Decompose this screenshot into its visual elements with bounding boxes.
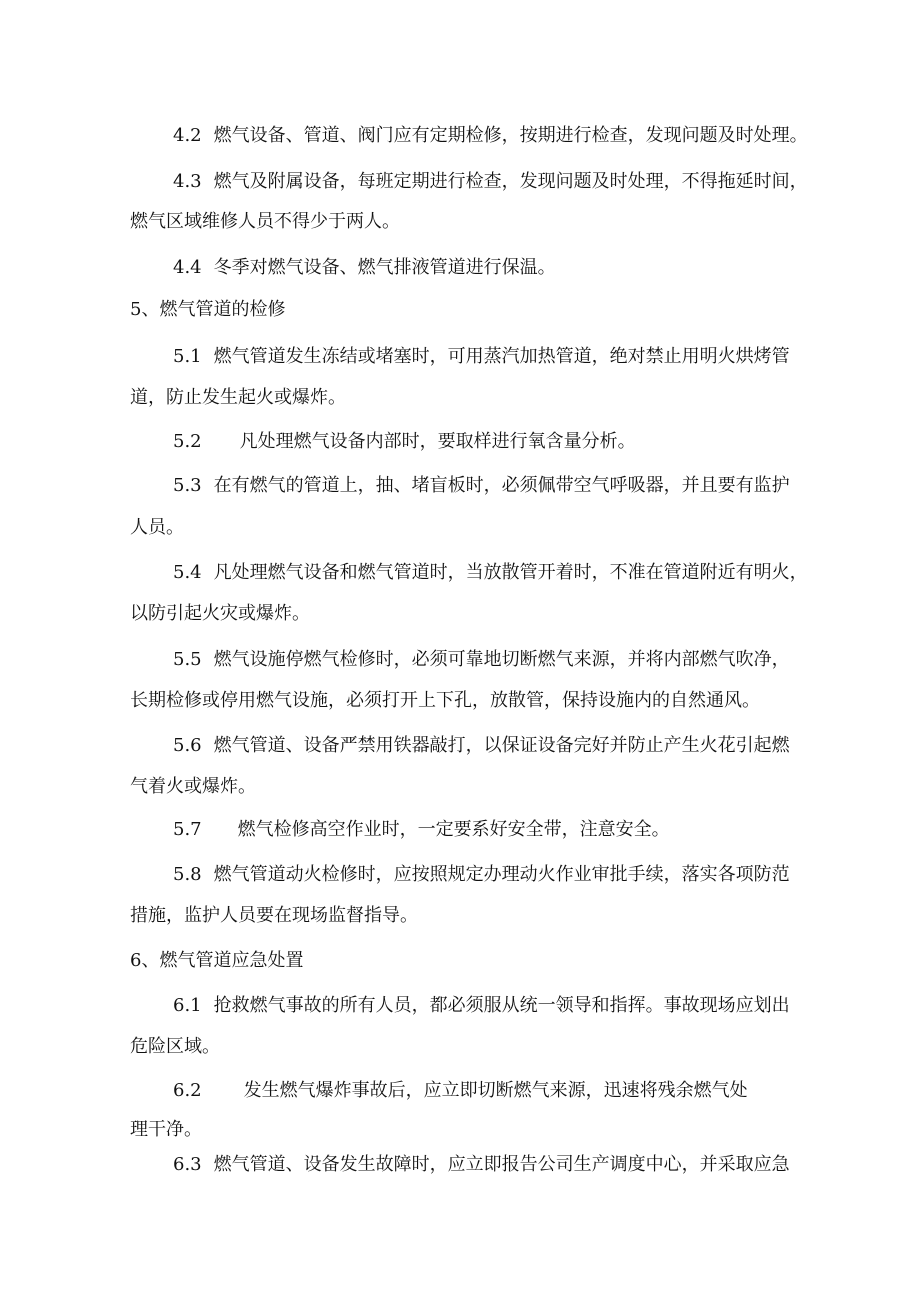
- item-text: 凡处理燃气设备和燃气管道时，当放散管开着时，不准在管道附近有明火，: [213, 562, 808, 583]
- paragraph-4-3: [173, 170, 808, 194]
- paragraph-4-3-continued: 燃气区域维修人员不得少于两人。: [130, 211, 400, 232]
- item-number: 6.3: [173, 1154, 202, 1175]
- item-number: 4.4: [173, 257, 202, 278]
- paragraph-6-2: [173, 1079, 748, 1103]
- item-number: 6.1: [173, 995, 202, 1016]
- paragraph-5-4: [173, 561, 808, 585]
- item-text: 燃气设备、管道、阀门应有定期检修，按期进行检查，发现问题及时处理。: [213, 125, 808, 146]
- paragraph-5-2: [173, 430, 636, 454]
- item-text: 燃气管道动火检修时，应按照规定办理动火作业审批手续，落实各项防范: [213, 864, 790, 885]
- paragraph-5-1: [173, 345, 790, 369]
- item-number: 5.5: [173, 649, 202, 670]
- paragraph-6-1: [173, 994, 790, 1018]
- item-text: 凡处理燃气设备内部时，要取样进行氧含量分析。: [239, 431, 636, 452]
- item-number: 5.6: [173, 735, 202, 756]
- paragraph-5-8: [173, 863, 790, 887]
- item-text: 发生燃气爆炸事故后，应立即切断燃气来源，迅速将残余燃气处: [243, 1080, 748, 1101]
- section-heading-6: 6、燃气管道应急处置: [130, 950, 304, 971]
- paragraph-6-3: [173, 1153, 790, 1177]
- paragraph-5-6-continued: 气着火或爆炸。: [130, 776, 256, 797]
- item-number: 4.3: [173, 171, 202, 192]
- paragraph-5-6: [173, 734, 790, 758]
- paragraph-5-7: [173, 818, 670, 842]
- item-text: 在有燃气的管道上，抽、堵盲板时，必须佩带空气呼吸器，并且要有监护: [213, 475, 790, 496]
- paragraph-6-1-continued: 危险区域。: [130, 1036, 220, 1057]
- paragraph-5-3-continued: 人员。: [130, 517, 184, 538]
- paragraph-6-2-continued: 理干净。: [130, 1119, 202, 1140]
- item-number: 5.3: [173, 475, 202, 496]
- paragraph-5-5: [173, 648, 790, 672]
- item-text: 冬季对燃气设备、燃气排液管道进行保温。: [213, 257, 556, 278]
- item-number: 5.7: [173, 819, 202, 840]
- item-text: 燃气及附属设备，每班定期进行检查，发现问题及时处理，不得拖延时间，: [213, 171, 808, 192]
- item-text: 燃气检修高空作业时，一定要系好安全带，注意安全。: [237, 819, 670, 840]
- item-text: 燃气设施停燃气检修时，必须可靠地切断燃气来源，并将内部燃气吹净，: [213, 649, 790, 670]
- item-number: 6.2: [173, 1080, 202, 1101]
- item-text: 燃气管道、设备发生故障时，应立即报告公司生产调度中心，并采取应急: [213, 1154, 790, 1175]
- item-number: 5.8: [173, 864, 202, 885]
- item-text: 燃气管道、设备严禁用铁器敲打，以保证设备完好并防止产生火花引起燃: [213, 735, 790, 756]
- paragraph-5-1-continued: 道，防止发生起火或爆炸。: [130, 387, 346, 408]
- paragraph-5-3: [173, 474, 790, 498]
- paragraph-5-5-continued: 长期检修或停用燃气设施，必须打开上下孔，放散管，保持设施内的自然通风。: [130, 690, 760, 711]
- item-number: 4.2: [173, 125, 202, 146]
- item-number: 5.4: [173, 562, 202, 583]
- item-text: 燃气管道发生冻结或堵塞时，可用蒸汽加热管道，绝对禁止用明火烘烤管: [213, 346, 790, 367]
- paragraph-4-4: [173, 256, 556, 280]
- paragraph-4-2: [173, 124, 808, 148]
- item-number: 5.1: [173, 346, 202, 367]
- paragraph-5-4-continued: 以防引起火灾或爆炸。: [130, 603, 310, 624]
- section-heading-5: 5、燃气管道的检修: [130, 299, 286, 320]
- paragraph-5-8-continued: 措施，监护人员要在现场监督指导。: [130, 905, 418, 926]
- item-number: 5.2: [173, 431, 202, 452]
- item-text: 抢救燃气事故的所有人员，都必须服从统一领导和指挥。事故现场应划出: [213, 995, 790, 1016]
